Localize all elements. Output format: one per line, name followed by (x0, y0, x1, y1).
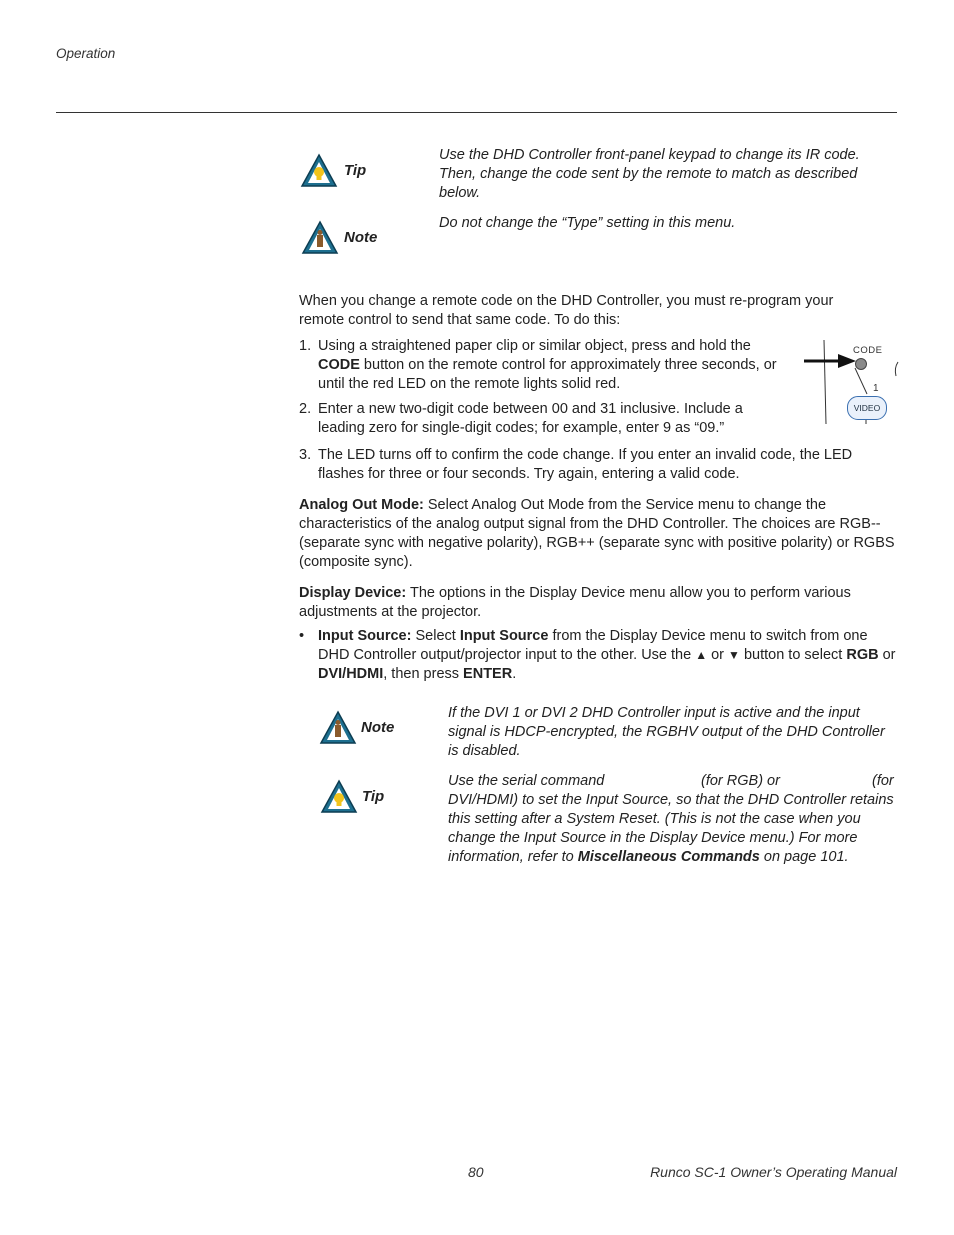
bullet-text: . (512, 666, 517, 682)
tip-label: Tip (362, 788, 385, 805)
step-text: button on the remote control for approximately three seconds, or until the red LED on the remote lights solid red. (318, 357, 777, 392)
tip-text: Use the DHD Controller front-panel keypad to change its IR code. Then, change the code sent by the remote to match as described below. (439, 147, 860, 201)
lightbulb-warning-icon (320, 779, 358, 814)
step-text: Using a straightened paper clip or similar object, press and hold the (318, 338, 751, 354)
display-device-text: The options in the Display Device menu allow you to perform various adjustments at the projector. (299, 585, 851, 620)
analog-out-term: Analog Out Mode: (299, 497, 424, 513)
list-item (299, 446, 889, 484)
step-number: 1. (299, 338, 312, 354)
step-number: 3. (299, 447, 312, 463)
lightbulb-warning-icon (300, 153, 338, 188)
bullet-bold: Input Source (459, 628, 549, 644)
bullet-text: , then press (383, 666, 464, 682)
bullet-bold: RGB (846, 647, 879, 663)
note-label: Note (344, 229, 378, 246)
tip-text (448, 791, 898, 867)
bullet-text: from the Display Device menu to switch from one DHD Controller output/projector input to the other. Use the (318, 628, 868, 663)
display-device-term: Display Device: (299, 585, 407, 601)
code-button (855, 358, 867, 370)
intro-paragraph: When you change a remote code on the DHD Controller, you must re-program your remote control to send that same code. To do this: (299, 293, 834, 328)
list-item (299, 400, 778, 438)
input-source-bullet (299, 627, 897, 684)
bullet-text: or (878, 647, 896, 663)
video-button: VIDEO (847, 396, 887, 420)
step-text: Enter a new two-digit code between 00 and 31 inclusive. Include a leading zero for single-digit codes; for example, enter 9 as “09.” (318, 401, 743, 436)
bullet-marker: • (299, 628, 305, 644)
analog-out-paragraph (299, 496, 899, 572)
running-header: Operation (56, 46, 116, 61)
info-warning-icon (301, 220, 339, 255)
down-arrow-icon: ▼ (728, 648, 740, 662)
bullet-bold: DVI/HDMI (318, 666, 384, 682)
header-rule (56, 112, 897, 113)
remote-code-figure (800, 336, 900, 428)
digit-label: 1 (873, 383, 879, 394)
steps-list (299, 337, 789, 444)
note-text: If the DVI 1 or DVI 2 DHD Controller input is active and the input signal is HDCP-encrypted, the RGBHV output of the DHD Controller is disabled. (448, 705, 885, 759)
page-number: 80 (468, 1164, 484, 1180)
tip-rest: DVI/HDMI) to set the Input Source, so that the DHD Controller retains this setting after a System Reset. (This is not the case when you change the Input Source in the Display Device menu.) For more information, refer to (448, 792, 894, 865)
list-item (299, 337, 789, 394)
tip-line1-b: (for RGB) or (701, 773, 780, 789)
bullet-bold: ENTER (463, 666, 513, 682)
note-text: Do not change the “Type” setting in this menu. (439, 215, 736, 231)
tip-ref-post: on page 101. (759, 849, 849, 865)
display-device-paragraph (299, 584, 889, 622)
up-arrow-icon: ▲ (695, 648, 708, 662)
note-label: Note (361, 719, 395, 736)
bullet-text: button to select (739, 647, 847, 663)
bullet-text: Select (411, 628, 460, 644)
tip-line1-a: Use the serial command (448, 773, 605, 789)
tip-line1-c: (for (872, 773, 894, 789)
step-number: 2. (299, 401, 312, 417)
analog-out-text: Select Analog Out Mode from the Service menu to change the characteristics of the analog output signal from the DHD Controller. The choices are RGB-- (separate sync with negative polarity), RGB++ (separate sync with positive polarity) or RGBS (composite sync). (299, 497, 895, 570)
step-text: The LED turns off to confirm the code change. If you enter an invalid code, the LED flashes for three or four seconds. Try again, entering a valid code. (318, 447, 853, 482)
bullet-term: Input Source: (318, 628, 412, 644)
manual-title: Runco SC-1 Owner’s Operating Manual (650, 1164, 897, 1180)
tip-label: Tip (344, 162, 367, 179)
info-warning-icon (319, 710, 357, 745)
cross-reference-link[interactable]: Miscellaneous Commands (577, 849, 760, 865)
step-bold: CODE (318, 357, 360, 373)
bullet-text: or (707, 647, 729, 663)
code-label: CODE (853, 345, 883, 356)
